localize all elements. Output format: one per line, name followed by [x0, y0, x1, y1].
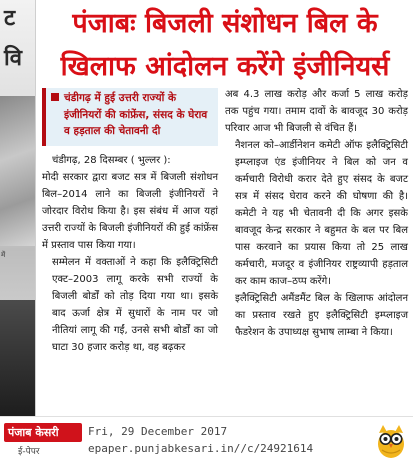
left-text-column	[42, 152, 218, 356]
article-headline	[38, 2, 412, 88]
epaper-footer	[0, 416, 413, 464]
edition-url[interactable]: epaper.punjabkesari.in//c/24921614	[88, 442, 314, 455]
body-paragraph: मोदी सरकार द्वारा बजट सत्र में बिजली संशोधन बिल–2014 लाने का बिजली इंजीनियरों ने जोरदार विरोध किया है। इस संबंध में आज यहां उत्तरी राज्यों के बिजली इंजीनियरों की हुई कांफ्रेंस में प्रस्ताव पास किया गया।	[42, 172, 218, 251]
dateline: चंडीगढ़, 28 दिसम्बर ( भुल्लर ):	[52, 155, 171, 166]
headline-line-1: पंजाबः बिजली संशोधन बिल के	[72, 8, 378, 39]
owl-mascot-icon	[374, 423, 408, 459]
body-paragraph: इलैक्ट्रिसिटी अमैंडमैंट बिल के खिलाफ आंदोलन का प्रस्ताव रखते हुए इलैक्ट्रिसिटी इम्प्लाइज फैडरेशन के उपाध्यक्ष सुभाष लाम्बा ने किया।	[235, 293, 408, 338]
right-text-column	[225, 86, 408, 341]
adjacent-text-fragment: में	[1, 251, 6, 259]
deck-bullet-icon	[51, 93, 59, 101]
logo-title: पंजाब केसरी	[4, 423, 82, 442]
adjacent-article-strip	[0, 0, 36, 416]
headline-line-2: खिलाफ आंदोलन करेंगे इंजीनियर्स	[60, 51, 390, 82]
edition-stamp	[88, 423, 313, 457]
adjacent-dark-block	[0, 300, 36, 416]
deck-text: चंडीगढ़ में हुई उत्तरी राज्यों के इंजीनियरों की कांफ्रेंस, संसद के घेराव व हड़ताल की चेतावनी दी	[64, 92, 208, 137]
adjacent-photo	[0, 96, 36, 246]
body-paragraph: अब 4.3 लाख करोड़ और कर्जा 5 लाख करोड़ तक पहुंच गया। तमाम दावों के बावजूद 30 करोड़ परिवार आज भी बिजली से वंचित हैं।	[225, 89, 408, 134]
body-paragraph: सम्मेलन में वक्ताओं ने कहा कि इलैक्ट्रिसिटी एक्ट–2003 लागू करके सभी राज्यों के बिजली बोर्डों को तोड़ दिया गया था। इसके बाद ऊर्जा क्षेत्र में सुधारों के नाम पर जो नीतियां लागू की गईं, उनसे सभी बोर्डों का जो घाटा 30 हजार करोड़ था, वह बढ़कर	[52, 257, 218, 353]
adjacent-headline-fragment-1: ट	[4, 6, 16, 31]
edition-date: Fri, 29 December 2017	[88, 425, 228, 438]
article-deck	[42, 88, 218, 146]
body-paragraph: नैशनल को–आर्डीनेशन कमेटी ऑफ इलैक्ट्रिसिटी इम्प्लाइज एंड इंजीनियर ने बिल को जन व कर्मचारी विरोधी करार देते हुए संसद के बजट सत्र में संसद घेराव करने की घोषणा की है। कमेटी ने यह भी चेतावनी दी कि अगर इसके बावजूद केन्द्र सरकार ने बहुमत के बल पर बिल पास करवाने का प्रयास किया तो 25 लाख कर्मचारी, मजदूर व इंजीनियर राष्ट्रव्यापी हड़ताल कर काम काज–ठप्प करेंगे।	[235, 140, 408, 287]
logo-subtitle: ई-पेपर	[18, 447, 40, 457]
adjacent-headline-fragment-2: वि	[4, 46, 22, 71]
punjab-kesari-logo	[4, 423, 82, 459]
